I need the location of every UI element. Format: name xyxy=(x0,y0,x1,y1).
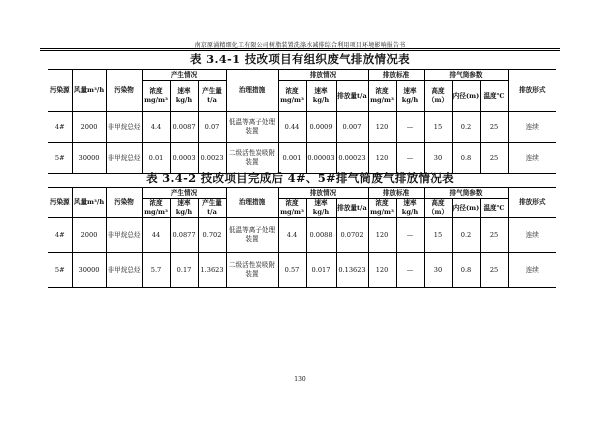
table-row xyxy=(48,253,556,288)
cell-mode: 连续 xyxy=(508,143,556,174)
header-treatment: 治理措施 xyxy=(226,70,278,112)
header-std-conc: 浓度mg/m³ xyxy=(368,81,396,112)
cell-emi-rate: 0.00003 xyxy=(306,143,336,174)
cell-gen-conc: 4.4 xyxy=(142,112,170,143)
header-generation: 产生情况 xyxy=(142,188,226,199)
header-pollutant: 污染物 xyxy=(106,188,142,218)
table2-title: 表 3.4-2 技改项目完成后 4#、5#排气筒废气排放情况表 xyxy=(146,171,454,185)
cell-temperature: 25 xyxy=(480,112,508,143)
cell-treatment: 二级活性炭吸附装置 xyxy=(226,253,278,288)
cell-std-rate: — xyxy=(396,112,424,143)
cell-height: 15 xyxy=(424,218,452,253)
header-treatment: 治理措施 xyxy=(226,188,278,218)
header-emi-amount: 排放量t/a xyxy=(336,199,368,218)
header-rule xyxy=(40,48,560,49)
cell-temperature: 25 xyxy=(480,253,508,288)
header-emission: 排放情况 xyxy=(278,70,368,81)
header-std-rate: 速率kg/h xyxy=(396,81,424,112)
table-row xyxy=(48,112,556,143)
cell-emi-rate: 0.017 xyxy=(306,253,336,288)
cell-diameter: 0.8 xyxy=(452,253,480,288)
table-row xyxy=(48,218,556,253)
cell-mode: 连续 xyxy=(508,218,556,253)
cell-std-conc: 120 xyxy=(368,218,396,253)
cell-height: 15 xyxy=(424,112,452,143)
cell-emi-conc: 0.44 xyxy=(278,112,306,143)
cell-air-volume: 2000 xyxy=(72,112,106,143)
cell-gen-conc: 44 xyxy=(142,218,170,253)
header-gen-conc: 浓度mg/m³ xyxy=(142,81,170,112)
cell-mode: 连续 xyxy=(508,112,556,143)
cell-gen-conc: 5.7 xyxy=(142,253,170,288)
cell-air-volume: 30000 xyxy=(72,143,106,174)
header-std-conc: 浓度mg/m³ xyxy=(368,199,396,218)
cell-std-conc: 120 xyxy=(368,143,396,174)
header-standard: 排放标准 xyxy=(368,70,424,81)
header-temperature: 温度℃ xyxy=(480,81,508,112)
cell-gen-amount: 0.0023 xyxy=(198,143,226,174)
header-pollutant: 污染物 xyxy=(106,70,142,112)
table1 xyxy=(48,69,556,174)
cell-gen-rate: 0.0003 xyxy=(170,143,198,174)
cell-gen-rate: 0.0087 xyxy=(170,112,198,143)
cell-pollutant: 非甲烷总烃 xyxy=(106,218,142,253)
cell-emi-conc: 0.001 xyxy=(278,143,306,174)
header-emi-conc: 浓度mg/m³ xyxy=(278,199,306,218)
header-diameter: 内径(m) xyxy=(452,199,480,218)
header-stack-params: 排气筒参数 xyxy=(424,70,508,81)
cell-gen-rate: 0.17 xyxy=(170,253,198,288)
header-air-volume: 风量m³/h xyxy=(72,188,106,218)
cell-gen-amount: 0.07 xyxy=(198,112,226,143)
cell-emi-rate: 0.0009 xyxy=(306,112,336,143)
header-source: 污染源 xyxy=(48,70,72,112)
table-row xyxy=(48,143,556,174)
cell-pollutant: 非甲烷总烃 xyxy=(106,253,142,288)
cell-gen-rate: 0.0877 xyxy=(170,218,198,253)
header-mode: 排放形式 xyxy=(508,70,556,112)
cell-treatment: 低温等离子处理装置 xyxy=(226,218,278,253)
table2 xyxy=(48,187,556,288)
cell-height: 30 xyxy=(424,253,452,288)
header-mode: 排放形式 xyxy=(508,188,556,218)
header-standard: 排放标准 xyxy=(368,188,424,199)
cell-std-rate: — xyxy=(396,143,424,174)
cell-air-volume: 2000 xyxy=(72,218,106,253)
header-air-volume: 风量m³/h xyxy=(72,70,106,112)
header-emi-rate: 速率kg/h xyxy=(306,199,336,218)
cell-diameter: 0.2 xyxy=(452,218,480,253)
cell-gen-amount: 0.702 xyxy=(198,218,226,253)
cell-mode: 连续 xyxy=(508,253,556,288)
header-temperature: 温度℃ xyxy=(480,199,508,218)
header-diameter: 内径(m) xyxy=(452,81,480,112)
cell-emi-amount: 0.007 xyxy=(336,112,368,143)
cell-temperature: 25 xyxy=(480,218,508,253)
header-stack-params: 排气筒参数 xyxy=(424,188,508,199)
cell-height: 30 xyxy=(424,143,452,174)
cell-pollutant: 非甲烷总烃 xyxy=(106,143,142,174)
cell-gen-conc: 0.01 xyxy=(142,143,170,174)
header-emission: 排放情况 xyxy=(278,188,368,199)
header-emi-rate: 速率kg/h xyxy=(306,81,336,112)
header-source: 污染源 xyxy=(48,188,72,218)
cell-emi-conc: 4.4 xyxy=(278,218,306,253)
cell-std-conc: 120 xyxy=(368,253,396,288)
cell-emi-amount: 0.0702 xyxy=(336,218,368,253)
header-gen-conc: 浓度mg/m³ xyxy=(142,199,170,218)
cell-std-conc: 120 xyxy=(368,112,396,143)
cell-std-rate: — xyxy=(396,218,424,253)
cell-source: 4# xyxy=(48,112,72,143)
cell-emi-rate: 0.0088 xyxy=(306,218,336,253)
cell-gen-amount: 1.3623 xyxy=(198,253,226,288)
cell-emi-conc: 0.57 xyxy=(278,253,306,288)
cell-source: 5# xyxy=(48,253,72,288)
cell-temperature: 25 xyxy=(480,143,508,174)
header-generation: 产生情况 xyxy=(142,70,226,81)
cell-diameter: 0.8 xyxy=(452,143,480,174)
cell-treatment: 二级活性炭吸附装置 xyxy=(226,143,278,174)
header-gen-amount: 产生量t/a xyxy=(198,199,226,218)
cell-air-volume: 30000 xyxy=(72,253,106,288)
table1-title: 表 3.4-1 技改项目有组织废气排放情况表 xyxy=(190,52,410,66)
cell-std-rate: — xyxy=(396,253,424,288)
cell-emi-amount: 0.13623 xyxy=(336,253,368,288)
cell-source: 5# xyxy=(48,143,72,174)
header-gen-rate: 速率kg/h xyxy=(170,81,198,112)
header-height: 高度（m） xyxy=(424,199,452,218)
cell-emi-amount: 0.00023 xyxy=(336,143,368,174)
cell-source: 4# xyxy=(48,218,72,253)
header-emi-amount: 排放量t/a xyxy=(336,81,368,112)
header-gen-amount: 产生量t/a xyxy=(198,81,226,112)
header-emi-conc: 浓度mg/m³ xyxy=(278,81,306,112)
cell-pollutant: 非甲烷总烃 xyxy=(106,112,142,143)
header-height: 高度（m） xyxy=(424,81,452,112)
cell-diameter: 0.2 xyxy=(452,112,480,143)
page-number: 130 xyxy=(294,376,306,383)
document-header: 南京原涌精细化工有限公司树脂装置洗涤水减排综合利用项目环境影响报告书 xyxy=(194,42,406,49)
cell-treatment: 低温等离子处理装置 xyxy=(226,112,278,143)
header-gen-rate: 速率kg/h xyxy=(170,199,198,218)
header-std-rate: 速率kg/h xyxy=(396,199,424,218)
